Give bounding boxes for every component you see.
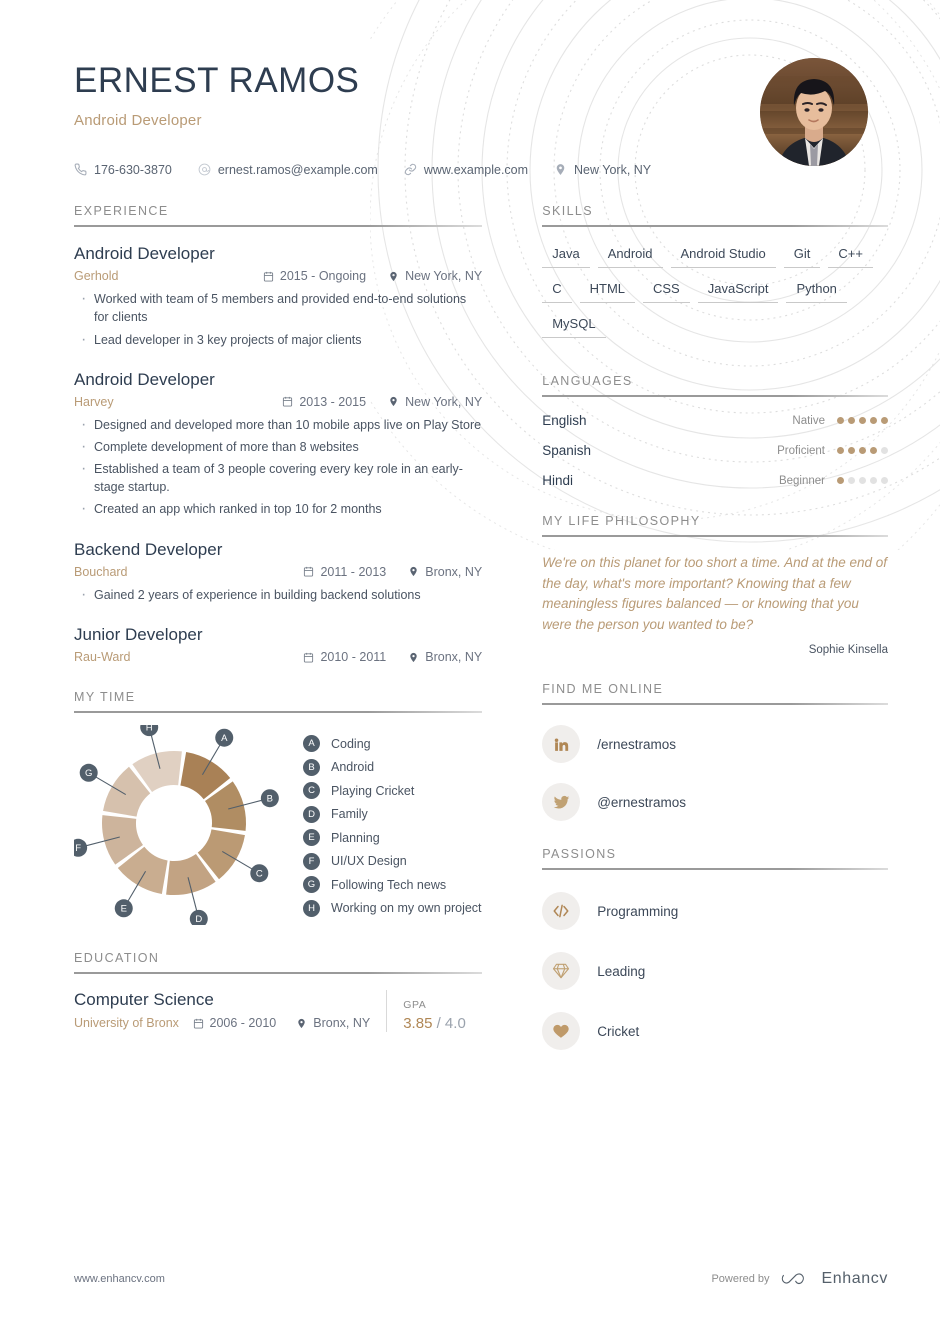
donut-badge-letter: G <box>85 768 93 780</box>
legend-item <box>303 759 482 776</box>
language-level: Native <box>792 414 825 427</box>
skill-chip: CSS <box>643 278 690 303</box>
twitter-handle: @ernestramos <box>597 794 686 810</box>
job-title: Android Developer <box>74 369 215 389</box>
skill-chip: Android <box>598 243 663 268</box>
online-profile-twitter[interactable] <box>542 783 888 821</box>
company-name: Gerhold <box>74 269 119 284</box>
donut-badge-letter: C <box>255 868 263 880</box>
job-meta <box>74 650 482 664</box>
language-item <box>542 473 888 488</box>
education-location-text: Bronx, NY <box>313 1016 371 1031</box>
passion-label: Cricket <box>597 1023 640 1039</box>
proficiency-dot <box>870 447 877 454</box>
language-name: Spanish <box>542 443 592 458</box>
passion-leading <box>542 952 888 990</box>
legend-label: Working on my own project <box>331 901 482 916</box>
section-title-languages: LANGUAGES <box>542 374 633 388</box>
education-item <box>74 990 482 1032</box>
contact-phone-text: 176-630-3870 <box>94 162 172 177</box>
proficiency-dot <box>859 417 866 424</box>
contact-location <box>554 163 651 177</box>
legend-item <box>303 853 482 870</box>
my-time-legend <box>303 725 482 923</box>
twitter-icon <box>542 783 580 821</box>
proficiency-dot <box>837 447 844 454</box>
header <box>74 62 888 180</box>
legend-item <box>303 782 482 799</box>
legend-item <box>303 735 482 752</box>
proficiency-dot <box>848 477 855 484</box>
job-location <box>408 650 482 664</box>
legend-label: Following Tech news <box>331 877 447 892</box>
experience-item <box>74 624 482 664</box>
legend-badge-b: B <box>303 759 320 776</box>
skill-chip: Git <box>784 243 821 268</box>
location-icon <box>388 396 399 407</box>
legend-item <box>303 876 482 893</box>
legend-label: UI/UX Design <box>331 854 407 869</box>
calendar-icon <box>303 652 314 663</box>
skill-chip: HTML <box>580 278 635 303</box>
donut-badge-letter: A <box>221 733 228 745</box>
experience-item <box>74 539 482 604</box>
calendar-icon <box>282 396 293 407</box>
section-passions <box>542 847 888 1050</box>
contact-location-text: New York, NY <box>574 162 652 177</box>
skills-list <box>542 243 888 348</box>
section-languages <box>542 374 888 488</box>
section-title-philosophy: MY LIFE PHILOSOPHY <box>542 514 701 528</box>
language-dots <box>837 477 888 484</box>
donut-badge-letter: E <box>120 903 127 915</box>
donut-badge-letter: F <box>75 843 82 855</box>
job-dates-text: 2010 - 2011 <box>320 650 387 665</box>
twitter-glyph <box>553 794 570 811</box>
location-icon <box>554 163 567 176</box>
linkedin-glyph <box>553 736 570 753</box>
footer-website-link[interactable]: www.enhancv.com <box>74 1273 165 1285</box>
passion-label: Leading <box>597 963 646 979</box>
skill-chip: JavaScript <box>698 278 779 303</box>
left-column <box>74 204 512 1076</box>
proficiency-dot <box>848 447 855 454</box>
job-location-text: New York, NY <box>405 269 483 284</box>
location-icon <box>408 652 419 663</box>
job-dates-text: 2011 - 2013 <box>320 564 387 579</box>
code-icon <box>542 892 580 930</box>
legend-badge-d: D <box>303 806 320 823</box>
job-dates <box>263 269 366 283</box>
enhancv-logo-icon <box>781 1271 811 1288</box>
bullet: · Gained 2 years of experience in building backend solutions <box>74 586 482 604</box>
heart-glyph <box>552 1022 570 1040</box>
footer <box>74 1270 888 1288</box>
contact-email-text: ernest.ramos@example.com <box>217 162 378 177</box>
contact-website[interactable] <box>404 163 528 177</box>
calendar-icon <box>193 1018 204 1029</box>
contact-phone[interactable] <box>74 163 172 177</box>
job-meta <box>74 565 482 579</box>
linkedin-handle: /ernestramos <box>597 736 676 752</box>
legend-badge-h: H <box>303 900 320 917</box>
job-location-text: Bronx, NY <box>425 650 483 665</box>
section-philosophy <box>542 514 888 656</box>
legend-badge-e: E <box>303 829 320 846</box>
donut-badge-letter: H <box>145 725 153 734</box>
section-education <box>74 951 482 1032</box>
calendar-icon <box>263 271 274 282</box>
philosophy-author: Sophie Kinsella <box>808 644 888 657</box>
profile-photo-image <box>760 58 868 166</box>
job-title: Backend Developer <box>74 539 223 559</box>
gpa-label: GPA <box>403 999 427 1012</box>
job-dates-text: 2015 - Ongoing <box>279 269 367 284</box>
bullet: · Designed and developed more than 10 mobile apps live on Play Store <box>74 416 482 434</box>
passion-cricket <box>542 1012 888 1050</box>
skill-chip: Android Studio <box>671 243 776 268</box>
proficiency-dot <box>881 477 888 484</box>
legend-item <box>303 829 482 846</box>
my-time-donut-chart <box>74 725 289 925</box>
skill-chip: MySQL <box>542 313 605 338</box>
job-role-subtitle: Android Developer <box>74 111 202 129</box>
job-location <box>408 565 482 579</box>
job-bullets <box>74 416 482 519</box>
bullet: · Created an app which ranked in top 10 for 2 months <box>74 500 482 518</box>
legend-label: Coding <box>331 736 371 751</box>
section-title-passions: PASSIONS <box>542 847 617 862</box>
phone-icon <box>74 163 87 176</box>
passion-programming <box>542 892 888 930</box>
proficiency-dot <box>848 417 855 424</box>
passion-label: Programming <box>597 903 679 919</box>
donut-badge-letter: D <box>195 914 203 926</box>
job-dates <box>303 650 386 664</box>
company-name: Bouchard <box>74 564 128 579</box>
section-title-skills: SKILLS <box>542 204 594 218</box>
job-bullets <box>74 290 482 348</box>
proficiency-dot <box>881 447 888 454</box>
company-name: Rau-Ward <box>74 650 131 665</box>
section-my-time <box>74 690 482 925</box>
skill-chip: C <box>542 278 571 303</box>
school-name: University of Bronx <box>74 1016 179 1031</box>
legend-label: Android <box>331 760 375 775</box>
proficiency-dot <box>859 477 866 484</box>
page-title: ERNEST RAMOS <box>74 61 360 100</box>
legend-badge-c: C <box>303 782 320 799</box>
job-title: Junior Developer <box>74 624 203 644</box>
profile-photo <box>760 58 868 166</box>
experience-item <box>74 243 482 349</box>
online-profile-linkedin[interactable] <box>542 725 888 763</box>
code-glyph <box>552 902 570 920</box>
legend-badge-f: F <box>303 853 320 870</box>
bullet: · Worked with team of 5 members and provided end-to-end solutions for clients <box>74 290 482 326</box>
link-icon <box>404 163 417 176</box>
experience-item <box>74 369 482 519</box>
legend-label: Playing Cricket <box>331 783 415 798</box>
skill-chip: Java <box>542 243 589 268</box>
right-column <box>542 204 888 1076</box>
heart-icon <box>542 1012 580 1050</box>
avatar <box>760 58 868 166</box>
proficiency-dot <box>881 417 888 424</box>
bullet: · Established a team of 3 people covering every key role in an early-stage startup. <box>74 460 482 496</box>
powered-by-label: Powered by <box>711 1273 770 1285</box>
calendar-icon <box>303 566 314 577</box>
location-icon <box>388 271 399 282</box>
education-dates-text: 2006 - 2010 <box>209 1016 277 1031</box>
company-name: Harvey <box>74 394 114 409</box>
job-title: Android Developer <box>74 244 215 263</box>
location-icon <box>408 566 419 577</box>
section-skills <box>542 204 888 348</box>
location-icon <box>296 1018 307 1029</box>
job-location <box>388 395 482 409</box>
job-location-text: New York, NY <box>405 394 483 409</box>
proficiency-dot <box>837 417 844 424</box>
proficiency-dot <box>870 417 877 424</box>
proficiency-dot <box>870 477 877 484</box>
language-level: Proficient <box>777 444 825 457</box>
legend-label: Planning <box>331 830 380 845</box>
bullet: · Lead developer in 3 key projects of major clients <box>74 331 482 349</box>
legend-item <box>303 900 482 917</box>
gpa-value: 3.85 <box>403 1015 433 1033</box>
skill-chip: C++ <box>828 243 873 268</box>
proficiency-dot <box>859 447 866 454</box>
job-meta <box>74 395 482 409</box>
section-title-experience: EXPERIENCE <box>74 204 169 218</box>
job-location-text: Bronx, NY <box>425 564 483 579</box>
linkedin-icon <box>542 725 580 763</box>
donut-badge-letter: B <box>266 793 274 805</box>
job-dates <box>303 565 386 579</box>
language-dots <box>837 447 888 454</box>
section-title-my-time: MY TIME <box>74 690 136 705</box>
job-meta <box>74 269 482 283</box>
language-item <box>542 443 888 458</box>
contact-email[interactable] <box>198 163 378 177</box>
degree-name: Computer Science <box>74 990 214 1010</box>
diamond-icon <box>542 952 580 990</box>
education-dates <box>193 1016 277 1030</box>
education-location <box>296 1016 370 1030</box>
proficiency-dot <box>837 477 844 484</box>
gpa-max: / 4.0 <box>436 1015 466 1033</box>
philosophy-quote: We're on this planet for too short a time. And at the end of the day, what's more important? Knowing that a few meaningless figures balanced — or knowing that you were the person you wanted to be? <box>542 555 887 632</box>
language-level: Beginner <box>778 474 825 487</box>
skill-chip: Python <box>786 278 846 303</box>
section-title-education: EDUCATION <box>74 951 160 966</box>
section-title-find-me-online: FIND ME ONLINE <box>542 682 664 697</box>
contact-website-text: www.example.com <box>423 162 529 177</box>
job-dates <box>282 395 366 409</box>
language-item <box>542 413 888 428</box>
section-find-me-online <box>542 682 888 821</box>
legend-badge-a: A <box>303 735 320 752</box>
legend-item <box>303 806 482 823</box>
gpa-block <box>386 990 482 1032</box>
email-icon <box>198 163 211 176</box>
legend-badge-g: G <box>303 876 320 893</box>
brand-name: Enhancv <box>821 1270 888 1287</box>
diamond-glyph <box>552 962 570 980</box>
legend-label: Family <box>331 807 368 822</box>
language-name: Hindi <box>542 473 573 488</box>
language-dots <box>837 417 888 424</box>
job-location <box>388 269 482 283</box>
language-name: English <box>542 413 587 428</box>
job-dates-text: 2013 - 2015 <box>299 394 367 409</box>
bullet: · Complete development of more than 8 websites <box>74 438 482 456</box>
job-bullets <box>74 586 482 604</box>
section-experience <box>74 204 482 664</box>
